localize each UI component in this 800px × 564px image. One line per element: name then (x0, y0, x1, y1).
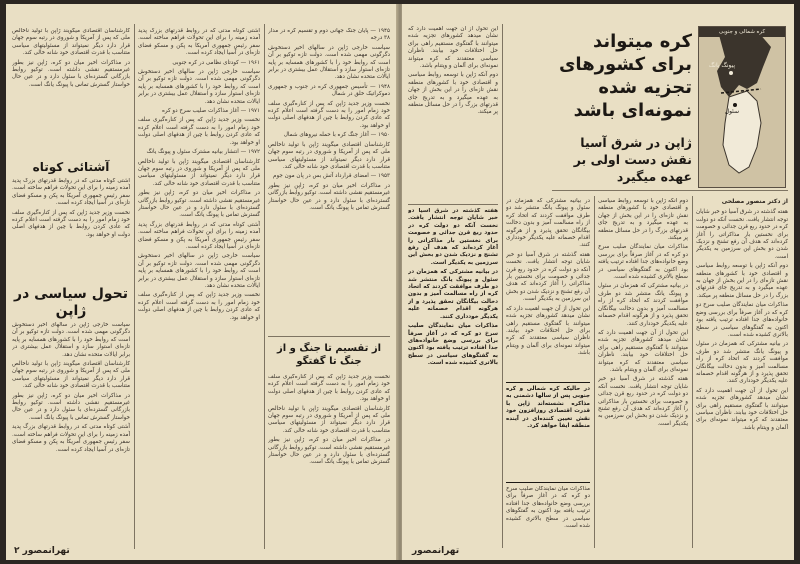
chronology-item: ۱۹۵۰ — آغاز جنگ کره با حمله نیروهای شمال (283, 132, 390, 139)
page-folio-left: تهرانمصور ۲ (14, 546, 70, 556)
column-rule (594, 196, 595, 548)
chronology-item: ۱۹۶۱ — کودتای نظامی در کره جنوبی (172, 59, 260, 66)
boxed-paragraph: در حالیکه کره شمالی و کره جنوبی پس از سالها دشمنی به مذاکره نشسته‌اند ژاپن با قدرت اقتصادی روزافزون خود نقش تعیین کننده‌ای در آینده منطقه ایفا خواهد کرد. (506, 382, 590, 483)
chronology-item: ۱۹۵۳ — امضای قرارداد آتش بس در پان مون جوم (273, 173, 390, 180)
headline-rule (552, 190, 788, 191)
article-column-3: در بیانیه مشترکی که همزمان در سئول و پیونگ یانگ منتشر شد دو طرف موافقت کردند که اتحاد کره از راه مسالمت آمیز و بدون دخالت بیگانگان تحقق پذیرد و از هرگونه اقدام خصمانه علیه یکدیگر خودداری کنند. هفته گذشته در شرق آسیا دو خبر شایان توجه انتشار یافت. نخست آنکه دو دولت کره در حدود ربع قرن جدائی و خصومت برای نخستین بار مذاکراتی را آغاز کرده‌اند که هدف آن رفع تشنج و نزدیک شدن دو بخش این سرزمین به یکدیگر است. این تحول از آن جهت اهمیت دارد که نشان میدهد کشورهای تجزیه شده میتوانند با گفتگوی مستقیم راهی برای حل اختلافات خود بیابند. ناظران سیاسی معتقدند که کره میتواند نمونه‌ای برای آلمان و ویتنام باشد. (506, 198, 590, 357)
section-rule (408, 204, 498, 205)
column-rule (134, 24, 135, 549)
chronology-item: ۱۹۴۵ — پایان جنگ جهانی دوم و تقسیم کره در مدار ۳۸ درجه (268, 28, 390, 42)
article-column-2: دوم آنکه ژاپن با توسعه روابط سیاسی و اقتصادی خود با کشورهای منطقه نقش تازه‌ای را در این بخش از جهان به عهده میگیرد و به تدریج جای قدرتهای بزرگ را در حل مسائل منطقه پر میکند. مذاکرات میان نمایندگان صلیب سرخ دو کره که در آغاز صرفاً برای بررسی وضع خانواده‌های جدا افتاده ترتیب یافته بود اکنون به گفتگوهای سیاسی در سطح بالاتری کشیده شده است. در بیانیه مشترکی که همزمان در سئول و پیونگ یانگ منتشر شد دو طرف موافقت کردند که اتحاد کره از راه مسالمت آمیز و بدون دخالت بیگانگان تحقق پذیرد و از هرگونه اقدام خصمانه علیه یکدیگر خودداری کنند. این تحول از آن جهت اهمیت دارد که نشان میدهد کشورهای تجزیه شده میتوانند با گفتگوی مستقیم راهی برای حل اختلافات خود بیابند. ناظران سیاسی معتقدند که کره میتواند نمونه‌ای برای آلمان و ویتنام باشد. هفته گذشته در شرق آسیا دو خبر شایان توجه انتشار یافت. نخست آنکه دو دولت کره در حدود ربع قرن جدائی و خصومت برای نخستین بار مذاکراتی را آغاز کرده‌اند که هدف آن رفع تشنج و نزدیک شدن دو بخش این سرزمین به یکدیگر است. (598, 198, 688, 427)
article-subhead: ژاپن در شرق آسیا نقش دست اولی بر عهده میگیرد (573, 135, 692, 184)
korea-map (698, 26, 786, 188)
column-rule (692, 196, 693, 548)
article-headline: کره میتواند برای کشورهای تجزیه شده نمونه‌ای باشد (558, 31, 692, 121)
korea-map-graphic (699, 27, 785, 187)
chronology-column: ۱۹۴۵ — پایان جنگ جهانی دوم و تقسیم کره در مدار ۳۸ درجه سیاست خارجی ژاپن در سالهای اخیر دستخوش دگرگونی مهمی شده است. دولت تازه توکیو بر آن است که روابط خود را با کشورهای همسایه بر پایه تازه‌ای استوار سازد و استقلال عمل بیشتری در برابر ایالات متحده نشان دهد. ۱۹۴۸ — تأسیس جمهوری کره در جنوب و جمهوری دموکراتیک خلق در شمال نخست وزیر جدید ژاپن که پس از کناره‌گیری سلف خود زمام امور را به دست گرفته است اعلام کرده که عادی کردن روابط با چین از هدفهای اصلی دولت او خواهد بود. ۱۹۵۰ — آغاز جنگ کره با حمله نیروهای شمال کارشناسان اقتصادی میگویند ژاپن با تولید ناخالص ملی که پس از آمریکا و شوروی در رتبه سوم جهان قرار دارد دیگر نمیتواند از مسئولیتهای سیاسی متناسب با قدرت اقتصادی خود شانه خالی کند. ۱۹۵۳ — امضای قرارداد آتش بس در پان مون جوم در مذاکرات اخیر میان دو کره، ژاپن نیز بطور غیرمستقیم نقشی داشته است. توکیو روابط بازرگانی گسترده‌ای با سئول دارد و در عین حال خواستار گسترش تماس با پیونگ یانگ است. (268, 28, 390, 211)
article-column-4-bold: هفته گذشته در شرق آسیا دو خبر شایان توجه انتشار یافت. نخست آنکه دو دولت کره در حدود ربع قرن جدائی و خصومت برای نخستین بار مذاکراتی را آغاز کرده‌اند که هدف آن رفع تشنج و نزدیک شدن دو بخش این سرزمین به یکدیگر است. در بیانیه مشترکی که همزمان در سئول و پیونگ یانگ منتشر شد دو طرف موافقت کردند که اتحاد کره از راه مسالمت آمیز و بدون دخالت بیگانگان تحقق پذیرد و از هرگونه اقدام خصمانه علیه یکدیگر خودداری کنند. مذاکرات میان نمایندگان صلیب سرخ دو کره که در آغاز صرفاً برای بررسی وضع خانواده‌های جدا افتاده ترتیب یافته بود اکنون به گفتگوهای سیاسی در سطح بالاتری کشیده شده است. (408, 208, 498, 367)
chronology-item: ۱۹۷۲ — انتشار بیانیه مشترک سئول و پیونگ یانگ (146, 149, 260, 156)
chronology-item: ۱۹۴۸ — تأسیس جمهوری کره در جنوب و جمهوری دموکراتیک خلق در شمال (268, 83, 390, 98)
pyongyang-marker (729, 71, 733, 75)
war-column: نخست وزیر جدید ژاپن که پس از کناره‌گیری سلف خود زمام امور را به دست گرفته است اعلام کرده که عادی کردن روابط با چین از هدفهای اصلی دولت او خواهد بود. کارشناسان اقتصادی میگویند ژاپن با تولید ناخالص ملی که پس از آمریکا و شوروی در رتبه سوم جهان قرار دارد دیگر نمیتواند از مسئولیتهای سیاسی متناسب با قدرت اقتصادی خود شانه خالی کند. در مذاکرات اخیر میان دو کره، ژاپن نیز بطور غیرمستقیم نقشی داشته است. توکیو روابط بازرگانی گسترده‌ای با سئول دارد و در عین حال خواستار گسترش تماس با پیونگ یانگ است. (268, 374, 390, 466)
map-caption: کره شمالی و جنوبی (699, 27, 785, 37)
column-rule (264, 24, 265, 549)
section-title-ashtai: آشتائی کوتاه (32, 160, 110, 174)
article-byline: از دکتر منصور مصلحی (721, 198, 788, 205)
map-label-seoul: سئول (724, 108, 739, 115)
left-page (6, 4, 398, 560)
seoul-marker (733, 103, 737, 107)
article-column-1: از دکتر منصور مصلحی هفته گذشته در شرق آسیا دو خبر شایان توجه انتشار یافت. نخست آنکه دو دولت کره در حدود ربع قرن جدائی و خصومت برای نخستین بار مذاکراتی را آغاز کرده‌اند که هدف آن رفع تشنج و نزدیک شدن دو بخش این سرزمین به یکدیگر است. دوم آنکه ژاپن با توسعه روابط سیاسی و اقتصادی خود با کشورهای منطقه نقش تازه‌ای را در این بخش از جهان به عهده میگیرد و به تدریج جای قدرتهای بزرگ را در حل مسائل منطقه پر میکند. مذاکرات میان نمایندگان صلیب سرخ دو کره که در آغاز صرفاً برای بررسی وضع خانواده‌های جدا افتاده ترتیب یافته بود اکنون به گفتگوهای سیاسی در سطح بالاتری کشیده شده است. در بیانیه مشترکی که همزمان در سئول و پیونگ یانگ منتشر شد دو طرف موافقت کردند که اتحاد کره از راه مسالمت آمیز و بدون دخالت بیگانگان تحقق پذیرد و از هرگونه اقدام خصمانه علیه یکدیگر خودداری کنند. این تحول از آن جهت اهمیت دارد که نشان میدهد کشورهای تجزیه شده میتوانند با گفتگوی مستقیم راهی برای حل اختلافات خود بیابند. ناظران سیاسی معتقدند که کره میتواند نمونه‌ای برای آلمان و ویتنام باشد. (696, 198, 788, 431)
section-rule (268, 336, 390, 337)
left-column-mid: آشتی کوتاه مدتی که در روابط قدرتهای بزرگ پدید آمده زمینه را برای این تحولات فراهم ساخته است. سفر رئیس جمهوری آمریکا به پکن و مسکو فضای تازه‌ای در آسیا ایجاد کرده است. نخست وزیر جدید ژاپن که پس از کناره‌گیری سلف خود زمام امور را به دست گرفته است اعلام کرده که عادی کردن روابط با چین از هدفهای اصلی دولت او خواهد بود. (12, 178, 130, 238)
magazine-spread (6, 4, 794, 560)
left-column-bottom: سیاست خارجی ژاپن در سالهای اخیر دستخوش دگرگونی مهمی شده است. دولت تازه توکیو بر آن است که روابط خود را با کشورهای همسایه بر پایه تازه‌ای استوار سازد و استقلال عمل بیشتری در برابر ایالات متحده نشان دهد. کارشناسان اقتصادی میگویند ژاپن با تولید ناخالص ملی که پس از آمریکا و شوروی در رتبه سوم جهان قرار دارد دیگر نمیتواند از مسئولیتهای سیاسی متناسب با قدرت اقتصادی خود شانه خالی کند. در مذاکرات اخیر میان دو کره، ژاپن نیز بطور غیرمستقیم نقشی داشته است. توکیو روابط بازرگانی گسترده‌ای با سئول دارد و در عین حال خواستار گسترش تماس با پیونگ یانگ است. آشتی کوتاه مدتی که در روابط قدرتهای بزرگ پدید آمده زمینه را برای این تحولات فراهم ساخته است. سفر رئیس جمهوری آمریکا به پکن و مسکو فضای تازه‌ای در آسیا ایجاد کرده است. (12, 322, 130, 453)
left-column-top: کارشناسان اقتصادی میگویند ژاپن با تولید ناخالص ملی که پس از آمریکا و شوروی در رتبه سوم جهان قرار دارد دیگر نمیتواند از مسئولیتهای سیاسی متناسب با قدرت اقتصادی خود شانه خالی کند. در مذاکرات اخیر میان دو کره، ژاپن نیز بطور غیرمستقیم نقشی داشته است. توکیو روابط بازرگانی گسترده‌ای با سئول دارد و در عین حال خواستار گسترش تماس با پیونگ یانگ است. (12, 28, 130, 88)
middle-column: آشتی کوتاه مدتی که در روابط قدرتهای بزرگ پدید آمده زمینه را برای این تحولات فراهم ساخته است. سفر رئیس جمهوری آمریکا به پکن و مسکو فضای تازه‌ای در آسیا ایجاد کرده است. ۱۹۶۱ — کودتای نظامی در کره جنوبی سیاست خارجی ژاپن در سالهای اخیر دستخوش دگرگونی مهمی شده است. دولت تازه توکیو بر آن است که روابط خود را با کشورهای همسایه بر پایه تازه‌ای استوار سازد و استقلال عمل بیشتری در برابر ایالات متحده نشان دهد. ۱۹۷۱ — آغاز مذاکرات صلیب سرخ دو کره نخست وزیر جدید ژاپن که پس از کناره‌گیری سلف خود زمام امور را به دست گرفته است اعلام کرده که عادی کردن روابط با چین از هدفهای اصلی دولت او خواهد بود. ۱۹۷۲ — انتشار بیانیه مشترک سئول و پیونگ یانگ کارشناسان اقتصادی میگویند ژاپن با تولید ناخالص ملی که پس از آمریکا و شوروی در رتبه سوم جهان قرار دارد دیگر نمیتواند از مسئولیتهای سیاسی متناسب با قدرت اقتصادی خود شانه خالی کند. در مذاکرات اخیر میان دو کره، ژاپن نیز بطور غیرمستقیم نقشی داشته است. توکیو روابط بازرگانی گسترده‌ای با سئول دارد و در عین حال خواستار گسترش تماس با پیونگ یانگ است. آشتی کوتاه مدتی که در روابط قدرتهای بزرگ پدید آمده زمینه را برای این تحولات فراهم ساخته است. سفر رئیس جمهوری آمریکا به پکن و مسکو فضای تازه‌ای در آسیا ایجاد کرده است. سیاست خارجی ژاپن در سالهای اخیر دستخوش دگرگونی مهمی شده است. دولت تازه توکیو بر آن است که روابط خود را با کشورهای همسایه بر پایه تازه‌ای استوار سازد و استقلال عمل بیشتری در برابر ایالات متحده نشان دهد. نخست وزیر جدید ژاپن که پس از کناره‌گیری سلف خود زمام امور را به دست گرفته است اعلام کرده که عادی کردن روابط با چین از هدفهای اصلی دولت او خواهد بود. (138, 28, 260, 321)
column-rule (502, 24, 503, 548)
article-column-4-top: این تحول از آن جهت اهمیت دارد که نشان میدهد کشورهای تجزیه شده میتوانند با گفتگوی مستقیم راهی برای حل اختلافات خود بیابند. ناظران سیاسی معتقدند که کره میتواند نمونه‌ای برای آلمان و ویتنام باشد. دوم آنکه ژاپن با توسعه روابط سیاسی و اقتصادی خود با کشورهای منطقه نقش تازه‌ای را در این بخش از جهان به عهده میگیرد و به تدریج جای قدرتهای بزرگ را در حل مسائل منطقه پر میکند. (408, 26, 498, 116)
page-folio-right: تهرانمصور (412, 546, 460, 556)
chronology-item: ۱۹۷۱ — آغاز مذاکرات صلیب سرخ دو کره (161, 108, 260, 115)
section-title-japan: تحول سیاسی در ژاپن (14, 286, 128, 319)
right-page (402, 4, 794, 560)
map-label-pyongyang: پیونگ یانگ (708, 62, 735, 69)
article-column-3-bottom: مذاکرات میان نمایندگان صلیب سرخ دو کره که در آغاز صرفاً برای بررسی وضع خانواده‌های جدا افتاده ترتیب یافته بود اکنون به گفتگوهای سیاسی در سطح بالاتری کشیده شده است. (506, 486, 590, 530)
section-title-war: از تقسیم تا جنگ و از جنگ تا گفتگو (276, 343, 382, 367)
